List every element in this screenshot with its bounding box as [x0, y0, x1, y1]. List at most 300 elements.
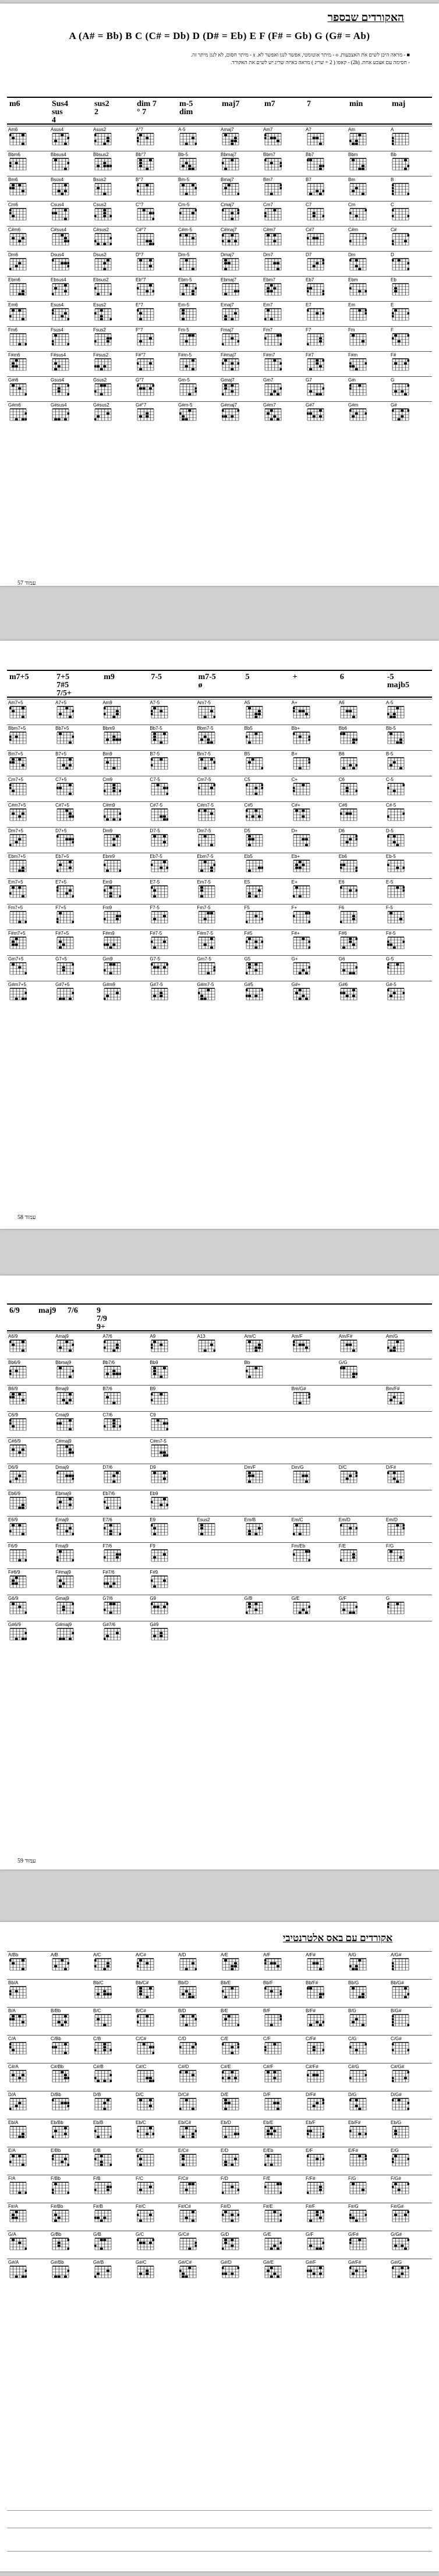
finger-dot: [113, 1603, 116, 1605]
fretboard-diagram: [94, 2070, 112, 2083]
chord-name: Fmaj9: [55, 1543, 69, 1549]
finger-dot: [201, 870, 204, 872]
chord-cell: [262, 177, 297, 198]
finger-dot: [22, 998, 24, 1000]
finger-dot: [210, 812, 213, 815]
finger-dot: [113, 738, 116, 741]
fretboard-diagram: [52, 183, 69, 196]
finger-dot: [22, 867, 24, 869]
chord-cell: [243, 1622, 278, 1643]
chord-name: G/B: [93, 2232, 101, 2237]
chord-cell: [196, 854, 231, 875]
chord-cell: [347, 252, 382, 273]
finger-dot: [295, 867, 298, 869]
chord-cell: [101, 1491, 136, 1512]
chord-cell: [338, 956, 373, 977]
chord-cell: [305, 2148, 339, 2169]
finger-dot: [349, 2242, 352, 2244]
fretboard-diagram: [9, 911, 27, 924]
fretboard-diagram: [179, 208, 197, 221]
finger-dot: [22, 1638, 24, 1640]
finger-dot: [9, 1419, 12, 1422]
chord-name: Bm9: [102, 751, 112, 757]
finger-dot: [97, 1993, 100, 1995]
chord-cell: [385, 700, 420, 721]
finger-dot: [65, 838, 68, 840]
chord-name: G/G#: [391, 2232, 402, 2237]
fretboard-diagram: [9, 1986, 27, 1999]
chord-name: A5: [244, 700, 250, 705]
finger-dot: [313, 2074, 316, 2076]
chord-name: G/E: [263, 2232, 271, 2237]
finger-dot: [18, 966, 21, 969]
fretboard-diagram: [151, 885, 168, 898]
finger-dot: [69, 815, 72, 818]
chord-cell: [243, 1517, 278, 1538]
finger-dot: [68, 1962, 70, 1964]
fretboard-diagram: [9, 1575, 27, 1588]
fretboard-diagram: [94, 208, 112, 221]
finger-dot: [9, 1396, 12, 1398]
chord-cell: [196, 1412, 231, 1433]
fretboard-diagram: [52, 308, 69, 321]
finger-dot: [261, 867, 263, 869]
finger-dot: [399, 741, 402, 744]
chord-name: G#maj7: [221, 402, 238, 408]
fretboard-diagram: [293, 885, 310, 898]
chord-cell: [385, 1412, 420, 1433]
finger-dot: [139, 134, 142, 136]
chord-cell: [92, 2036, 127, 2057]
finger-dot: [104, 889, 106, 892]
chord-cell: [54, 854, 89, 875]
chord-name: G/D: [221, 2232, 229, 2237]
finger-dot: [22, 418, 24, 421]
chord-cell: [390, 402, 424, 423]
chord-name: F#/C: [136, 2204, 146, 2209]
finger-dot: [179, 234, 182, 236]
chord-cell: [305, 402, 339, 423]
chord-cell: [54, 1439, 89, 1460]
finger-dot: [15, 998, 18, 1000]
finger-dot: [62, 1582, 65, 1585]
finger-dot: [231, 212, 233, 214]
chord-name: Am6: [8, 127, 18, 132]
chord-cell: [101, 751, 136, 772]
chord-cell: [7, 1360, 42, 1381]
finger-dot: [113, 787, 116, 789]
finger-dot: [309, 2270, 312, 2272]
chord-name: C-5: [385, 777, 394, 782]
finger-dot: [9, 134, 12, 136]
finger-dot: [139, 368, 142, 370]
chord-name: B6/9: [8, 1386, 18, 1391]
finger-dot: [248, 741, 251, 744]
finger-dot: [231, 384, 233, 387]
fretboard-diagram: [9, 2210, 27, 2222]
fretboard-diagram: [104, 962, 121, 975]
finger-dot: [264, 159, 267, 161]
finger-dot: [358, 2108, 361, 2110]
finger-dot: [204, 998, 207, 1000]
finger-dot: [362, 1993, 364, 1995]
finger-dot: [149, 240, 152, 242]
finger-dot: [72, 838, 75, 840]
finger-dot: [270, 393, 273, 395]
finger-dot: [12, 1344, 15, 1346]
finger-dot: [394, 2245, 397, 2247]
finger-dot: [12, 1396, 15, 1398]
column-header-label: m7+5: [9, 673, 29, 681]
finger-dot: [68, 2164, 70, 2166]
finger-dot: [316, 393, 318, 395]
chord-cell: [177, 2092, 212, 2113]
fretboard-diagram: [104, 911, 121, 924]
finger-dot: [204, 767, 207, 769]
fretboard-diagram: [56, 1602, 74, 1614]
chord-cell: [220, 2008, 254, 2029]
chord-cell: [385, 1439, 420, 1460]
finger-dot: [62, 764, 65, 766]
finger-dot: [408, 2267, 410, 2269]
finger-dot: [58, 418, 61, 421]
finger-dot: [153, 243, 155, 245]
chord-name: G/C#: [178, 2232, 189, 2237]
finger-dot: [234, 1965, 237, 1967]
finger-dot: [390, 1349, 392, 1352]
finger-dot: [18, 1451, 21, 1454]
fretboard-diagram: [179, 2154, 197, 2167]
finger-dot: [309, 287, 312, 289]
row-divider: [7, 351, 432, 352]
finger-dot: [270, 2127, 273, 2129]
finger-dot: [69, 793, 72, 795]
finger-dot: [309, 1987, 312, 1990]
finger-dot: [163, 1553, 166, 1556]
chord-cell: [196, 828, 231, 849]
finger-dot: [355, 790, 357, 792]
finger-dot: [231, 2214, 233, 2216]
finger-dot: [113, 716, 116, 718]
chord-cell: [347, 2204, 382, 2225]
chord-name: C#sus4: [51, 227, 67, 232]
fretboard-diagram: [56, 1392, 74, 1405]
finger-dot: [355, 738, 357, 741]
finger-dot: [64, 2158, 67, 2160]
fretboard-diagram: [151, 1497, 168, 1510]
finger-dot: [298, 736, 301, 738]
finger-dot: [355, 2049, 358, 2051]
finger-dot: [9, 209, 12, 211]
finger-dot: [56, 1527, 59, 1529]
finger-dot: [185, 2071, 188, 2073]
chord-cell: [220, 127, 254, 148]
finger-dot: [12, 1524, 15, 1526]
chord-name: Em-5: [178, 302, 190, 308]
fretboard-diagram: [104, 1497, 121, 1510]
chord-name: E5: [244, 879, 250, 885]
finger-dot: [139, 1959, 142, 1962]
finger-dot: [273, 415, 276, 418]
fretboard-diagram: [9, 783, 27, 796]
fretboard-diagram: [246, 732, 263, 744]
chord-cell: [347, 2260, 382, 2281]
finger-dot: [109, 886, 112, 889]
fretboard-diagram: [264, 208, 282, 221]
chord-name: B+: [291, 751, 298, 757]
chord-cell: [305, 202, 339, 223]
column-header-label: 7/6: [68, 1306, 78, 1315]
finger-dot: [222, 2077, 224, 2079]
finger-dot: [9, 738, 12, 741]
finger-dot: [72, 972, 75, 974]
chord-cell: [148, 1412, 183, 1433]
finger-dot: [9, 1990, 12, 1992]
finger-dot: [160, 1632, 163, 1634]
finger-dot: [119, 915, 122, 917]
finger-dot: [139, 165, 142, 167]
finger-dot: [234, 290, 237, 292]
finger-dot: [254, 1533, 257, 1535]
finger-dot: [224, 168, 227, 170]
finger-dot: [352, 995, 355, 997]
fretboard-diagram: [9, 2238, 27, 2250]
column-header: [7, 670, 432, 698]
finger-dot: [302, 810, 305, 812]
fretboard-diagram: [9, 283, 27, 296]
finger-dot: [392, 2099, 394, 2101]
finger-dot: [18, 2015, 21, 2017]
fretboard-diagram: [307, 1958, 324, 1971]
finger-dot: [185, 2024, 188, 2026]
finger-dot: [22, 318, 24, 320]
finger-dot: [316, 359, 318, 362]
fretboard-diagram: [151, 1575, 168, 1588]
fretboard-diagram: [392, 2182, 409, 2195]
chord-cell: [243, 1543, 278, 1564]
chord-name: G#7-5: [150, 982, 163, 987]
finger-dot: [69, 812, 72, 815]
fretboard-diagram: [94, 2042, 112, 2055]
fretboard-diagram: [246, 937, 263, 949]
finger-dot: [261, 787, 263, 789]
finger-dot: [137, 140, 139, 142]
finger-dot: [65, 767, 68, 769]
finger-dot: [69, 1638, 72, 1640]
chord-name: G/E: [291, 1596, 300, 1601]
finger-dot: [146, 2273, 148, 2275]
chord-cell: [7, 327, 42, 348]
fretboard-diagram: [137, 208, 154, 221]
chord-name: F7: [306, 327, 311, 333]
finger-dot: [393, 1396, 396, 1398]
finger-dot: [192, 2015, 194, 2017]
fretboard-diagram: [264, 2238, 282, 2250]
chord-cell: [385, 879, 420, 900]
chord-name: Gsus4: [51, 377, 65, 383]
finger-dot: [54, 159, 57, 161]
fretboard-diagram: [9, 183, 27, 196]
fretboard-diagram: [56, 1444, 74, 1457]
chord-cell: [243, 1439, 278, 1460]
finger-dot: [305, 713, 308, 715]
row-divider: [7, 827, 432, 828]
finger-dot: [224, 259, 227, 262]
finger-dot: [163, 1451, 166, 1454]
finger-dot: [408, 359, 410, 362]
finger-dot: [248, 1603, 251, 1605]
chord-name: G#m-5: [178, 402, 193, 408]
finger-dot: [119, 1373, 122, 1375]
chord-name: D7-5: [150, 828, 160, 833]
chord-cell: [177, 2176, 212, 2197]
finger-dot: [323, 2049, 325, 2051]
finger-dot: [302, 1475, 305, 1477]
finger-dot: [64, 2275, 67, 2278]
fretboard-diagram: [179, 2126, 197, 2139]
fretboard-diagram: [9, 358, 27, 371]
finger-dot: [352, 741, 355, 744]
finger-dot: [94, 2130, 97, 2132]
fretboard-diagram: [349, 2070, 367, 2083]
chord-cell: [54, 700, 89, 721]
chord-name: G°7: [136, 377, 144, 383]
chord-cell: [177, 2036, 212, 2057]
finger-dot: [103, 262, 106, 264]
finger-dot: [9, 1373, 12, 1375]
finger-dot: [167, 818, 169, 821]
finger-dot: [58, 387, 61, 390]
chord-cell: [134, 327, 169, 348]
fretboard-diagram: [264, 1958, 282, 1971]
chord-name: Bsus2: [93, 177, 107, 182]
finger-dot: [167, 1603, 169, 1605]
finger-dot: [273, 2130, 276, 2132]
fretboard-diagram: [151, 1628, 168, 1641]
finger-dot: [163, 1472, 166, 1474]
chord-cell: [148, 1334, 183, 1355]
finger-dot: [68, 2248, 70, 2250]
finger-dot: [408, 334, 410, 337]
chord-cell: [196, 1517, 231, 1538]
finger-dot: [137, 2155, 139, 2157]
finger-dot: [316, 2074, 318, 2076]
finger-dot: [9, 784, 12, 786]
finger-dot: [103, 2024, 106, 2026]
finger-dot: [151, 1603, 153, 1605]
finger-dot: [185, 234, 188, 236]
finger-dot: [179, 2071, 182, 2073]
finger-dot: [146, 240, 148, 242]
finger-dot: [139, 2242, 142, 2244]
finger-dot: [387, 963, 390, 966]
chord-cell: [262, 2092, 297, 2113]
fretboard-diagram: [264, 2070, 282, 2083]
finger-dot: [12, 137, 15, 139]
finger-dot: [188, 168, 191, 170]
finger-dot: [246, 784, 248, 786]
chord-cell: [385, 1360, 420, 1381]
finger-dot: [97, 2018, 100, 2020]
finger-dot: [273, 2245, 276, 2247]
finger-dot: [201, 1533, 204, 1535]
finger-dot: [192, 168, 194, 170]
finger-dot: [185, 2127, 188, 2129]
chord-cell: [7, 177, 42, 198]
chord-name: A: [391, 127, 394, 132]
finger-dot: [231, 143, 233, 145]
fretboard-diagram: [293, 1549, 310, 1562]
finger-dot: [298, 998, 301, 1000]
fretboard-diagram: [104, 1628, 121, 1641]
finger-dot: [280, 362, 282, 365]
finger-dot: [151, 1524, 153, 1526]
fretboard-diagram: [9, 2042, 27, 2055]
finger-dot: [18, 886, 21, 889]
chord-name: Bb/G: [348, 1980, 359, 1985]
finger-dot: [231, 2071, 233, 2073]
fretboard-diagram: [9, 885, 27, 898]
finger-dot: [408, 215, 410, 217]
fretboard-diagram: [340, 732, 357, 744]
chord-cell: [262, 2176, 297, 2197]
finger-dot: [116, 1344, 119, 1346]
finger-dot: [72, 1533, 75, 1535]
finger-dot: [116, 1553, 119, 1556]
fretboard-diagram: [56, 1418, 74, 1431]
fretboard-diagram: [222, 233, 239, 246]
chord-name: A7: [306, 127, 311, 132]
finger-dot: [54, 212, 57, 214]
chord-cell: [291, 879, 325, 900]
finger-dot: [179, 412, 182, 415]
fretboard-diagram: [104, 783, 121, 796]
chord-name: C#m9: [102, 803, 115, 808]
finger-dot: [137, 1965, 139, 1967]
chord-name: G#/G: [391, 2260, 402, 2265]
finger-dot: [56, 1507, 59, 1509]
finger-dot: [103, 365, 106, 368]
finger-dot: [319, 2186, 322, 2188]
finger-dot: [64, 2127, 67, 2129]
fretboard-diagram: [137, 308, 154, 321]
finger-dot: [160, 758, 163, 761]
chord-name: F#9: [150, 1570, 158, 1575]
finger-dot: [231, 140, 233, 142]
fretboard-diagram: [293, 937, 310, 949]
finger-dot: [72, 1451, 75, 1454]
fretboard-diagram: [307, 358, 324, 371]
chord-cell: [243, 751, 278, 772]
chord-cell: [101, 1386, 136, 1407]
finger-dot: [323, 2102, 325, 2104]
chord-name: Bm7-5: [197, 751, 211, 757]
finger-dot: [72, 963, 75, 966]
finger-dot: [64, 2015, 67, 2017]
chord-cell: [134, 152, 169, 173]
fretboard-diagram: [264, 133, 282, 146]
fretboard-diagram: [340, 757, 357, 770]
fretboard-diagram: [52, 2014, 69, 2027]
chord-name: Eb6: [338, 854, 347, 859]
finger-dot: [387, 835, 390, 838]
chord-name: A/C#: [136, 1952, 146, 1957]
finger-dot: [12, 2214, 15, 2216]
finger-dot: [12, 2049, 15, 2051]
legend-line-2: - חסימה עם אצבע אחת. (2h) - קאפו ( 2 = שריג ) מראה באיזה שריג יש לשים את האקורד.: [231, 59, 410, 65]
fretboard-diagram: [52, 2042, 69, 2055]
finger-dot: [12, 1582, 15, 1585]
